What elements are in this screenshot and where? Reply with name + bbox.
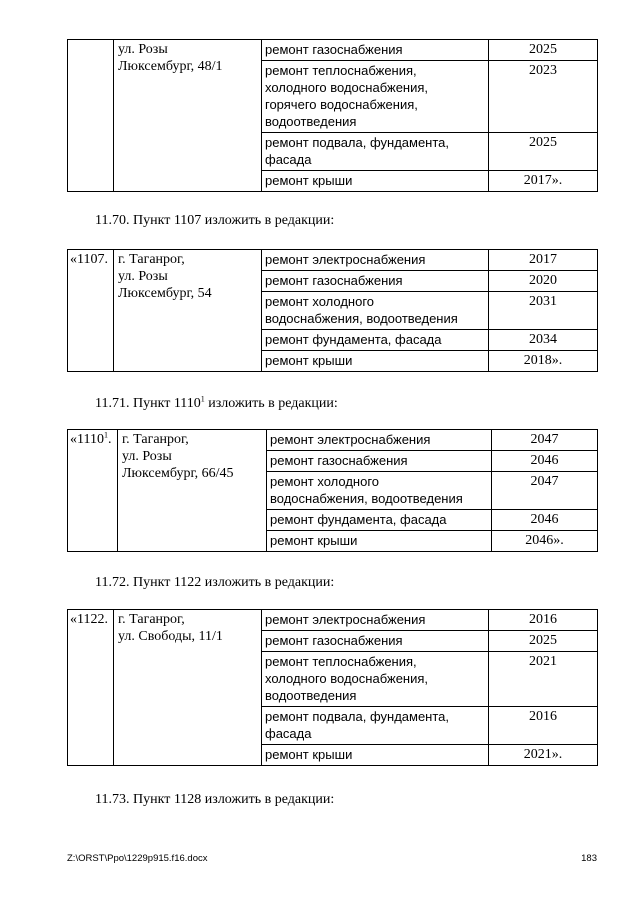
year-cell: 2046».: [492, 531, 598, 552]
work-cell: ремонт газоснабжения: [262, 271, 489, 292]
work-cell: ремонт газоснабжения: [267, 451, 492, 472]
item-number: [68, 40, 114, 192]
year-cell: 2016: [489, 610, 598, 631]
year-cell: 2021».: [489, 745, 598, 766]
year-cell: 2025: [489, 133, 598, 171]
year-cell: 2025: [489, 631, 598, 652]
work-cell: ремонт теплоснабжения, холодного водоснабжения, водоотведения: [262, 652, 489, 707]
year-cell: 2031: [489, 292, 598, 330]
work-cell: ремонт крыши: [262, 745, 489, 766]
year-cell: 2034: [489, 330, 598, 351]
table-item-1122: [67, 609, 598, 766]
year-cell: 2017: [489, 250, 598, 271]
work-cell: ремонт крыши: [262, 171, 489, 192]
year-cell: 2025: [489, 40, 598, 61]
file-path: Z:\ORST\Ppo\1229p915.f16.docx: [67, 853, 208, 864]
year-cell: 2046: [492, 451, 598, 472]
paragraph-11-73: 11.73. Пункт 1128 изложить в редакции:: [95, 792, 335, 807]
table-item-1107: [67, 249, 598, 372]
work-cell: ремонт холодного водоснабжения, водоотведения: [267, 472, 492, 510]
work-cell: ремонт электроснабжения: [267, 430, 492, 451]
work-cell: ремонт крыши: [267, 531, 492, 552]
paragraph-11-70: 11.70. Пункт 1107 изложить в редакции:: [95, 213, 335, 228]
year-cell: 2016: [489, 707, 598, 745]
address-cell: г. Таганрог, ул. Розы Люксембург, 66/45: [118, 430, 267, 552]
year-cell: 2023: [489, 61, 598, 133]
table-item-1110-1: [67, 429, 598, 552]
table-row: [68, 250, 598, 271]
table-row: [68, 40, 598, 61]
page-number: 183: [581, 853, 597, 864]
superscript: 1: [200, 394, 205, 404]
address-cell: ул. Розы Люксембург, 48/1: [114, 40, 262, 192]
work-cell: ремонт подвала, фундамента, фасада: [262, 707, 489, 745]
work-cell: ремонт подвала, фундамента, фасада: [262, 133, 489, 171]
work-cell: ремонт крыши: [262, 351, 489, 372]
year-cell: 2046: [492, 510, 598, 531]
address-cell: г. Таганрог, ул. Розы Люксембург, 54: [114, 250, 262, 372]
paragraph-11-71: 11.71. Пункт 1110$^1$ изложить в редакции:: [95, 394, 338, 411]
year-cell: 2018».: [489, 351, 598, 372]
item-number: «1107.: [68, 250, 114, 372]
year-cell: 2017».: [489, 171, 598, 192]
work-cell: ремонт фундамента, фасада: [262, 330, 489, 351]
work-cell: ремонт газоснабжения: [262, 40, 489, 61]
work-cell: ремонт электроснабжения: [262, 610, 489, 631]
work-cell: ремонт газоснабжения: [262, 631, 489, 652]
work-cell: ремонт холодного водоснабжения, водоотведения: [262, 292, 489, 330]
table-address-48-1: [67, 39, 598, 192]
item-number: «1122.: [68, 610, 114, 766]
paragraph-11-72: 11.72. Пункт 1122 изложить в редакции:: [95, 575, 335, 590]
table-row: [68, 610, 598, 631]
work-cell: ремонт теплоснабжения, холодного водоснабжения, горячего водоснабжения, водоотведения: [262, 61, 489, 133]
work-cell: ремонт фундамента, фасада: [267, 510, 492, 531]
year-cell: 2047: [492, 472, 598, 510]
work-cell: ремонт электроснабжения: [262, 250, 489, 271]
item-number: «1110$^1$.: [68, 430, 118, 552]
year-cell: 2020: [489, 271, 598, 292]
address-cell: г. Таганрог, ул. Свободы, 11/1: [114, 610, 262, 766]
year-cell: 2047: [492, 430, 598, 451]
table-row: [68, 430, 598, 451]
year-cell: 2021: [489, 652, 598, 707]
